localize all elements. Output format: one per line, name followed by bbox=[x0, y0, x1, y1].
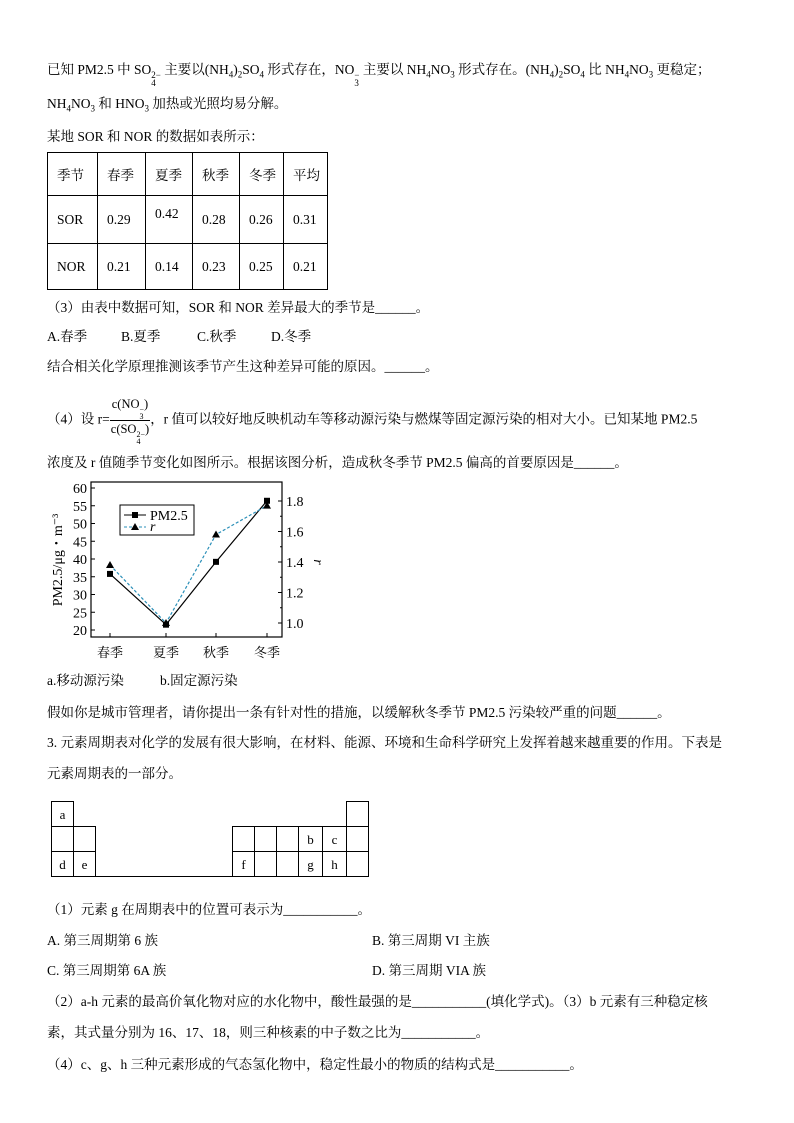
answer-blank[interactable]: ___________ bbox=[495, 1057, 570, 1072]
option-d[interactable]: D.冬季 bbox=[271, 329, 312, 344]
y-tick-label: 50 bbox=[73, 517, 87, 533]
text: 浓度及 r 值随季节变化如图所示。根据该图分析，造成秋冬季节 PM2.5 偏高的首要原因是 bbox=[47, 455, 574, 470]
cell: 0.23 bbox=[193, 244, 240, 290]
cell: 0.29 bbox=[98, 196, 146, 244]
cell-empty bbox=[346, 826, 369, 852]
cell-d: d bbox=[51, 851, 74, 877]
sub: 4 bbox=[136, 437, 141, 446]
text: ) bbox=[144, 397, 149, 411]
y-tick-label: 40 bbox=[73, 553, 87, 568]
cell: 0.42 bbox=[146, 196, 193, 244]
data-point-square bbox=[213, 559, 219, 565]
cell-empty bbox=[51, 826, 74, 852]
cell: 0.21 bbox=[284, 244, 328, 290]
sup: − bbox=[354, 70, 360, 80]
text: （4）c、g、h 三种元素形成的气态氢化物中，稳定性最小的物质的结构式是 bbox=[47, 1057, 496, 1072]
x-tick-label: 秋季 bbox=[202, 645, 230, 660]
cell-b: b bbox=[298, 826, 323, 852]
sup: − bbox=[139, 405, 145, 414]
text: 形式存在。(NH bbox=[454, 62, 550, 77]
data-point-triangle bbox=[212, 531, 220, 538]
cell-a: a bbox=[51, 801, 74, 827]
sub: 4 bbox=[624, 69, 630, 80]
text: 。 bbox=[657, 705, 671, 720]
text: （2）a-h 元素的最高价氧化物对应的水化物中，酸性最强的是 bbox=[47, 994, 412, 1009]
y2-tick-label: 1.2 bbox=[286, 586, 304, 602]
text: 。 bbox=[569, 1057, 583, 1072]
sub: 2 bbox=[558, 69, 564, 80]
text: ) bbox=[144, 422, 150, 436]
cell-g: g bbox=[298, 851, 323, 877]
sub: 3 bbox=[90, 103, 95, 114]
option-a[interactable]: A. 第三周期第 6 族 bbox=[47, 933, 158, 948]
text: NO bbox=[71, 96, 91, 111]
text: (填化学式)。（3）b 元素有三种稳定核 bbox=[486, 994, 708, 1009]
text: （4）设 r= bbox=[47, 411, 110, 427]
sub: 3 bbox=[139, 412, 144, 421]
text: 。 bbox=[614, 455, 628, 470]
cell: NOR bbox=[48, 244, 98, 290]
cell-empty bbox=[232, 826, 255, 852]
sup: 2− bbox=[151, 70, 161, 80]
intro-line-3: 某地 SOR 和 NOR 的数据如表所示： bbox=[47, 129, 264, 144]
sub: 4 bbox=[228, 69, 234, 80]
header-cell: 平均 bbox=[284, 153, 328, 196]
text: 形式存在，NO bbox=[264, 62, 355, 77]
text: 。 bbox=[415, 300, 430, 315]
text: 结合相关化学原理推测该季节产生这种差异可能的原因。 bbox=[47, 359, 385, 374]
cell-empty bbox=[276, 826, 299, 852]
answer-blank[interactable]: ______ bbox=[573, 455, 615, 470]
option-b[interactable]: B.夏季 bbox=[121, 329, 161, 344]
header-cell: 秋季 bbox=[193, 153, 240, 196]
choice-b[interactable]: b.固定源污染 bbox=[160, 673, 238, 688]
cell-empty bbox=[346, 801, 369, 827]
cell-empty bbox=[254, 826, 277, 852]
text: 主要以(NH bbox=[160, 62, 229, 77]
choice-a[interactable]: a.移动源污染 bbox=[47, 673, 124, 688]
text: NO bbox=[430, 62, 451, 77]
text: c(SO bbox=[110, 422, 137, 436]
sub: 4 bbox=[549, 69, 555, 80]
option-b[interactable]: B. 第三周期 VI 主族 bbox=[372, 933, 490, 948]
q-three-line-1: 3. 元素周期表对化学的发展有很大影响，在材料、能源、环境和生命科学研究上发挥着越来越重要的作用。下表是 bbox=[47, 735, 722, 750]
sub: 4 bbox=[426, 69, 431, 80]
data-point-square bbox=[107, 571, 113, 577]
cell: 0.14 bbox=[146, 244, 193, 290]
sup: 2− bbox=[136, 430, 145, 439]
y-tick-label: 20 bbox=[73, 624, 87, 639]
y-tick-label: 30 bbox=[73, 588, 87, 604]
legend-label-pm25: PM2.5 bbox=[150, 509, 188, 524]
sub: 3 bbox=[354, 78, 359, 88]
text: NO bbox=[629, 62, 649, 77]
text: 。 bbox=[357, 902, 371, 917]
cell-e: e bbox=[73, 851, 96, 877]
cell: 0.28 bbox=[193, 196, 240, 244]
y2-tick-label: 1.0 bbox=[286, 617, 304, 632]
cell-empty bbox=[276, 851, 299, 877]
text: 主要以 NH bbox=[359, 62, 427, 77]
text: 已知 PM2.5 中 SO bbox=[47, 62, 152, 77]
text: 。 bbox=[425, 359, 439, 374]
answer-blank[interactable]: ______ bbox=[375, 300, 416, 315]
text: NH bbox=[47, 96, 67, 111]
text: 。 bbox=[475, 1025, 490, 1040]
q4-measure bbox=[47, 704, 671, 722]
x-tick-label: 冬季 bbox=[253, 645, 281, 660]
sub: 3 bbox=[450, 69, 455, 80]
sub: 3 bbox=[144, 103, 149, 114]
header-cell: 季节 bbox=[48, 153, 98, 196]
legend-square-icon bbox=[132, 512, 138, 518]
y2-tick-label: 1.4 bbox=[286, 556, 304, 571]
answer-blank[interactable]: ___________ bbox=[401, 1025, 476, 1040]
text: 和 HNO bbox=[95, 96, 145, 111]
q-three-line-2: 元素周期表的一部分。 bbox=[47, 766, 182, 781]
y-tick-label: 60 bbox=[73, 482, 87, 497]
p1-stem bbox=[47, 901, 371, 919]
p2-stem bbox=[47, 993, 708, 1011]
cell-c: c bbox=[322, 826, 347, 852]
text: 更稳定； bbox=[653, 62, 711, 77]
x-tick-label: 春季 bbox=[96, 645, 124, 660]
legend-label-r: r bbox=[150, 520, 156, 535]
text: 素，其式量分别为 16、17、18，则三种核素的中子数之比为 bbox=[47, 1025, 402, 1040]
y-tick-label: 55 bbox=[73, 499, 87, 515]
text: 假如你是城市管理者，请你提出一条有针对性的措施，以缓解秋冬季节 PM2.5 污染较严重的问题 bbox=[47, 705, 617, 720]
option-d[interactable]: D. 第三周期 VIA 族 bbox=[372, 963, 486, 978]
text: SO bbox=[242, 62, 260, 77]
y-tick-label: 45 bbox=[73, 535, 87, 551]
answer-blank[interactable]: ______ bbox=[616, 705, 658, 720]
cell: SOR bbox=[48, 196, 98, 244]
text: ，r 值可以较好地反映机动车等移动源污染与燃煤等固定源污染的相对大小。已知某地 PM2.5 bbox=[150, 411, 698, 427]
y-tick-label: 35 bbox=[73, 570, 87, 586]
text: 加热或光照均易分解。 bbox=[149, 96, 288, 111]
text: ) bbox=[554, 62, 559, 77]
p4-stem bbox=[47, 1056, 583, 1074]
header-cell: 春季 bbox=[98, 153, 146, 196]
cell: 0.21 bbox=[98, 244, 146, 290]
cell: 0.26 bbox=[240, 196, 284, 244]
cell-empty bbox=[346, 851, 369, 877]
sub: 2 bbox=[237, 69, 243, 80]
sub: 3 bbox=[648, 69, 654, 80]
p2-line-2 bbox=[47, 1024, 489, 1042]
text: ) bbox=[233, 62, 238, 77]
option-a[interactable]: A.春季 bbox=[47, 329, 88, 344]
answer-blank[interactable]: ___________ bbox=[283, 902, 358, 917]
answer-blank[interactable]: ______ bbox=[384, 359, 425, 374]
sub: 4 bbox=[66, 103, 71, 114]
answer-blank[interactable]: ___________ bbox=[411, 994, 487, 1009]
text: （1）元素 g 在周期表中的位置可表示为 bbox=[47, 902, 284, 917]
x-tick-label: 夏季 bbox=[152, 645, 180, 660]
y2-tick-label: 1.8 bbox=[286, 495, 304, 510]
header-cell: 夏季 bbox=[146, 153, 193, 196]
text: c(NO bbox=[111, 397, 140, 411]
y-tick-label: 25 bbox=[73, 606, 87, 622]
option-c[interactable]: C.秋季 bbox=[197, 329, 237, 344]
table-baseline bbox=[95, 876, 233, 877]
cell-empty bbox=[73, 826, 96, 852]
cell-h: h bbox=[322, 851, 347, 877]
y2-axis-label: r bbox=[310, 559, 325, 565]
y-axis-label: PM2.5/μg・m⁻³ bbox=[51, 513, 66, 607]
data-point-triangle bbox=[106, 561, 114, 568]
text: SO bbox=[563, 62, 581, 77]
header-cell: 冬季 bbox=[240, 153, 284, 196]
cell: 0.31 bbox=[284, 196, 328, 244]
cell-empty bbox=[254, 851, 277, 877]
sub: 4 bbox=[151, 78, 156, 88]
text: （3）由表中数据可知，SOR 和 NOR 差异最大的季节是 bbox=[47, 300, 376, 315]
y2-tick-label: 1.6 bbox=[286, 525, 304, 541]
cell: 0.25 bbox=[240, 244, 284, 290]
option-c[interactable]: C. 第三周期第 6A 族 bbox=[47, 963, 167, 978]
sub: 4 bbox=[259, 69, 264, 80]
sub: 4 bbox=[580, 69, 585, 80]
cell-f: f bbox=[232, 851, 255, 877]
text: 比 NH bbox=[584, 62, 625, 77]
